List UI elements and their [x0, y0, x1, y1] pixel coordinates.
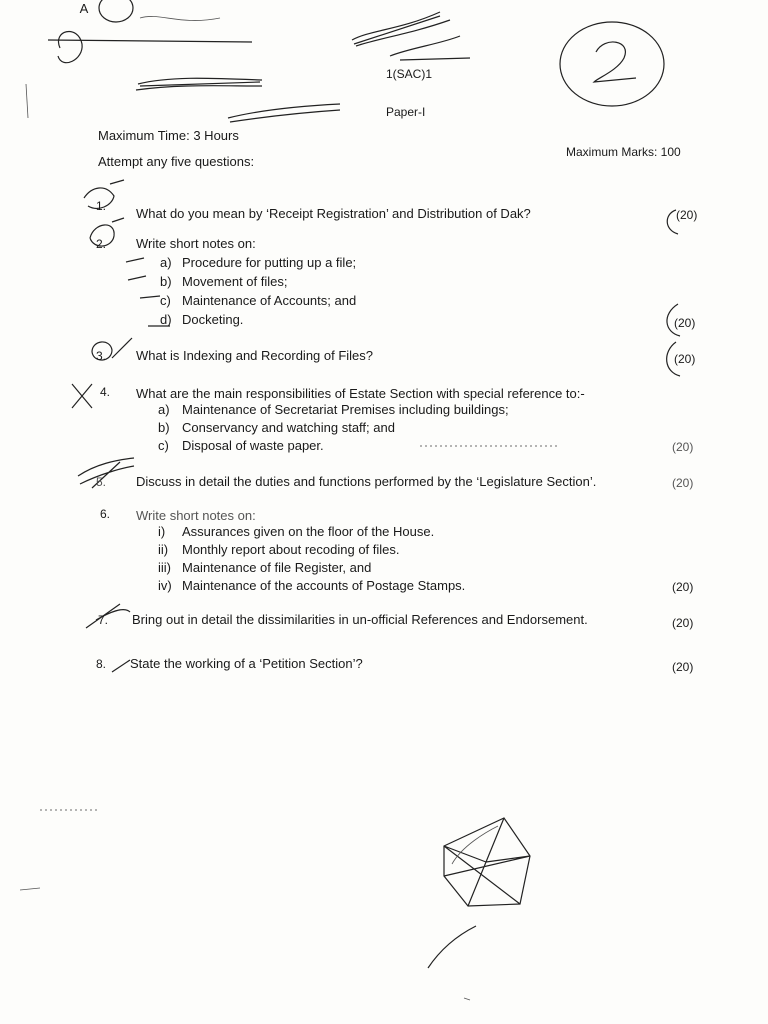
- question-marks: (20): [672, 476, 694, 490]
- sub-label: iv): [158, 578, 172, 593]
- sub-label: c): [158, 438, 169, 453]
- question-text: What is Indexing and Recording of Files?: [136, 348, 374, 363]
- question-marks: (20): [672, 660, 694, 674]
- sub-label: c): [160, 293, 171, 308]
- sub-label: b): [160, 274, 172, 289]
- sub-label: a): [158, 402, 170, 417]
- sub-text: Maintenance of Secretariat Premises including buildings;: [182, 402, 509, 417]
- sub-label: iii): [158, 560, 171, 575]
- sub-label: a): [160, 255, 172, 270]
- sub-label: d): [160, 312, 172, 327]
- question-marks: (20): [676, 208, 698, 222]
- max-marks: Maximum Marks: 100: [566, 145, 681, 159]
- max-time: Maximum Time: 3 Hours: [98, 128, 239, 143]
- question-number: 6.: [100, 507, 111, 521]
- circle-a-mark: [99, 0, 133, 22]
- stamp-mark: [444, 818, 530, 906]
- question-text: State the working of a ‘Petition Section’?: [130, 656, 363, 671]
- sub-text: Assurances given on the floor of the House.: [182, 524, 435, 539]
- scribble-left-1: [136, 78, 262, 90]
- sub-text: Maintenance of Accounts; and: [182, 293, 357, 308]
- question-number: 5.: [96, 475, 107, 489]
- sub-text: Conservancy and watching staff; and: [182, 420, 395, 435]
- paper-code: 1(SAC)1: [386, 67, 433, 81]
- scribble-top-center: [352, 12, 450, 46]
- question-marks: (20): [672, 580, 694, 594]
- question-number: 7.: [98, 613, 109, 627]
- sub-text: Disposal of waste paper.: [182, 438, 324, 453]
- question-number: 1.: [96, 199, 107, 213]
- question-number: 4.: [100, 385, 111, 399]
- sub-label: i): [158, 524, 166, 539]
- instruction: Attempt any five questions:: [98, 154, 255, 169]
- question-marks: (20): [674, 352, 696, 366]
- question-text: What are the main responsibilities of Estate Section with special reference to:-: [136, 386, 585, 401]
- sub-text: Procedure for putting up a file;: [182, 255, 357, 270]
- sub-text: Docketing.: [182, 312, 244, 327]
- sub-label: ii): [158, 542, 169, 557]
- question-text: Discuss in detail the duties and functions performed by the ‘Legislature Section’.: [136, 474, 597, 489]
- question-marks: (20): [672, 616, 694, 630]
- question-text: Write short notes on:: [136, 508, 256, 523]
- sub-text: Movement of files;: [182, 274, 288, 289]
- sub-text: Monthly report about recoding of files.: [182, 542, 400, 557]
- question-number: 3.: [96, 349, 107, 363]
- circled-letter: A: [79, 1, 89, 16]
- scribble-left-2: [228, 104, 340, 122]
- circled-number: [597, 42, 616, 82]
- sub-text: Maintenance of the accounts of Postage Stamps.: [182, 578, 466, 593]
- question-number: 8.: [96, 657, 107, 671]
- top-left-scribble: [58, 32, 82, 63]
- top-rule-line: [48, 40, 252, 42]
- q4-cross: [72, 384, 92, 408]
- question-marks: (20): [674, 316, 696, 330]
- sub-label: b): [158, 420, 170, 435]
- question-text: Write short notes on:: [136, 236, 256, 251]
- question-marks: (20): [672, 440, 694, 454]
- question-text: Bring out in detail the dissimilarities in un-official References and Endorsement.: [132, 612, 588, 627]
- paper-title: Paper-I: [386, 105, 426, 119]
- question-number: 2.: [96, 237, 107, 251]
- sub-text: Maintenance of file Register, and: [182, 560, 372, 575]
- question-text: What do you mean by ‘Receipt Registration’ and Distribution of Dak?: [136, 206, 531, 221]
